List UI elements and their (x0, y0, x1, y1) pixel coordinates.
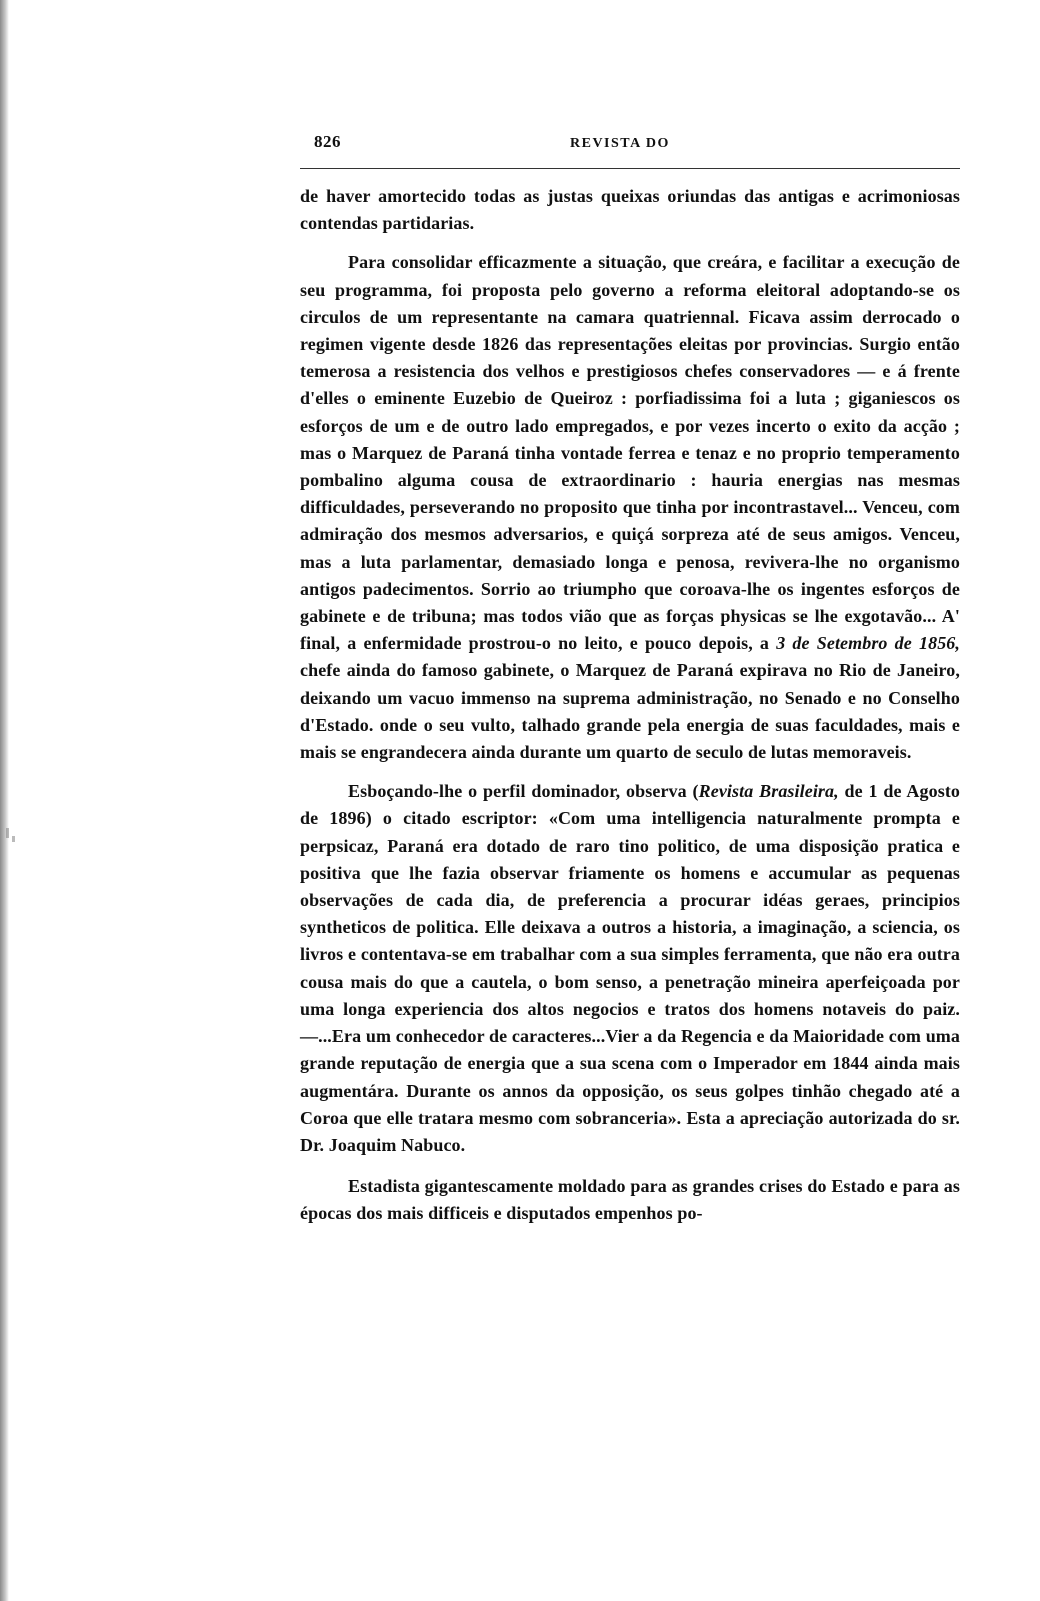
paragraph-2 (300, 249, 960, 766)
scan-speck (12, 836, 15, 842)
page-number: 826 (314, 132, 341, 151)
body-text (300, 169, 960, 1228)
page-binding-edge (0, 0, 9, 1601)
paragraph-3-text-a: Esboçando-lhe o perfil dominador, observa ( (348, 781, 699, 802)
paragraph-3-journal-italic: Revista Brasileira, (698, 781, 839, 802)
page-header (300, 128, 960, 169)
scan-speck (6, 828, 9, 838)
paragraph-2-text-a: Para consolidar efficazmente a situação, que creára, e facilitar a execução de seu programma, foi proposta pelo governo a reforma eleitoral adoptando-se os circulos de um representante na camara quatriennal. Ficava assim derrocado o regimen vigente desde 1826 das representações eleitas por provincias. Surgio então temerosa a resistencia dos velhos e prestigiosos chefes conservadores — e á frente d'elles o eminente Euzebio de Queiroz : porfiadissima foi a luta ; giganiescos os esforços de um e de outro lado empregados, e por vezes incerto o exito da acção ; mas o Marquez de Paraná tinha vontade ferrea e tenaz e no proprio temperamento pombalino alguma cousa de extraordinario : hauria energias nas mesmas difficuldades, perseverando no proposito que tinha por incontrastavel... Venceu, com admiração dos mesmos adversarios, e quiçá sorpreza até de seus amigos. Venceu, mas a luta parlamentar, demasiado longa e penosa, revivera-lhe no organismo antigos padecimentos. Sorrio ao triumpho que coroava-lhe os ingentes esforços de gabinete e de tribuna; mas todos vião que as forças physicas se lhe exgotavão... A' final, a enfermidade prostrou-o no leito, e pouco depois, a (300, 252, 960, 654)
paragraph-2-date-italic: 3 de Setembro de 1856, (776, 633, 960, 654)
paragraph-4: Estadista gigantescamente moldado para as grandes crises do Estado e para as épocas dos mais difficeis e disputados empenhos po- (300, 1176, 960, 1224)
paragraph-1: de haver amortecido todas as justas queixas oriundas das antigas e acrimoniosas contendas partidarias. (300, 186, 960, 234)
book-page (300, 128, 960, 1228)
paragraph-3 (300, 778, 960, 1159)
paragraph-2-text-c: chefe ainda do famoso gabinete, o Marquez de Paraná expirava no Rio de Janeiro, deixando um vacuo immenso na suprema administração, no Senado e no Conselho d'Estado. onde o seu vulto, talhado grande pela energia de suas faculdades, mais e mais se engrandecera ainda durante um quarto de seculo de lutas memoraveis. (300, 660, 960, 763)
paragraph-3-text-c: de 1 de Agosto de 1896) o citado escriptor: «Com uma intelligencia naturalmente prompta e perpsicaz, Paraná era dotado de raro tino politico, de uma disposição pratica e positiva que lhe fazia observar friamente os homens e accumular as pequenas observações de cada dia, de preferencia a procurar idéas geraes, principios syntheticos de politica. Elle deixava a outros a historia, a imaginação, a sciencia, os livros e contentava-se em trabalhar com a sua simples ferramenta, que não era outra cousa mais do que a cautela, o bom senso, a penetração mineira aperfeiçoada por uma longa experiencia dos altos negocios e tratos dos homens notaveis do paiz.—...Era um conhecedor de caracteres...Vier a da Regencia e da Maioridade com uma grande reputação de energia que a sua scena com o Imperador em 1844 ainda mais augmentára. Durante os annos da opposição, os seus golpes tinhão chegado até a Coroa que elle tratara mesmo com sobranceria». Esta a apreciação autorizada do sr. Dr. Joaquim Nabuco. (300, 781, 961, 1155)
running-head: REVISTA DO (570, 136, 670, 151)
